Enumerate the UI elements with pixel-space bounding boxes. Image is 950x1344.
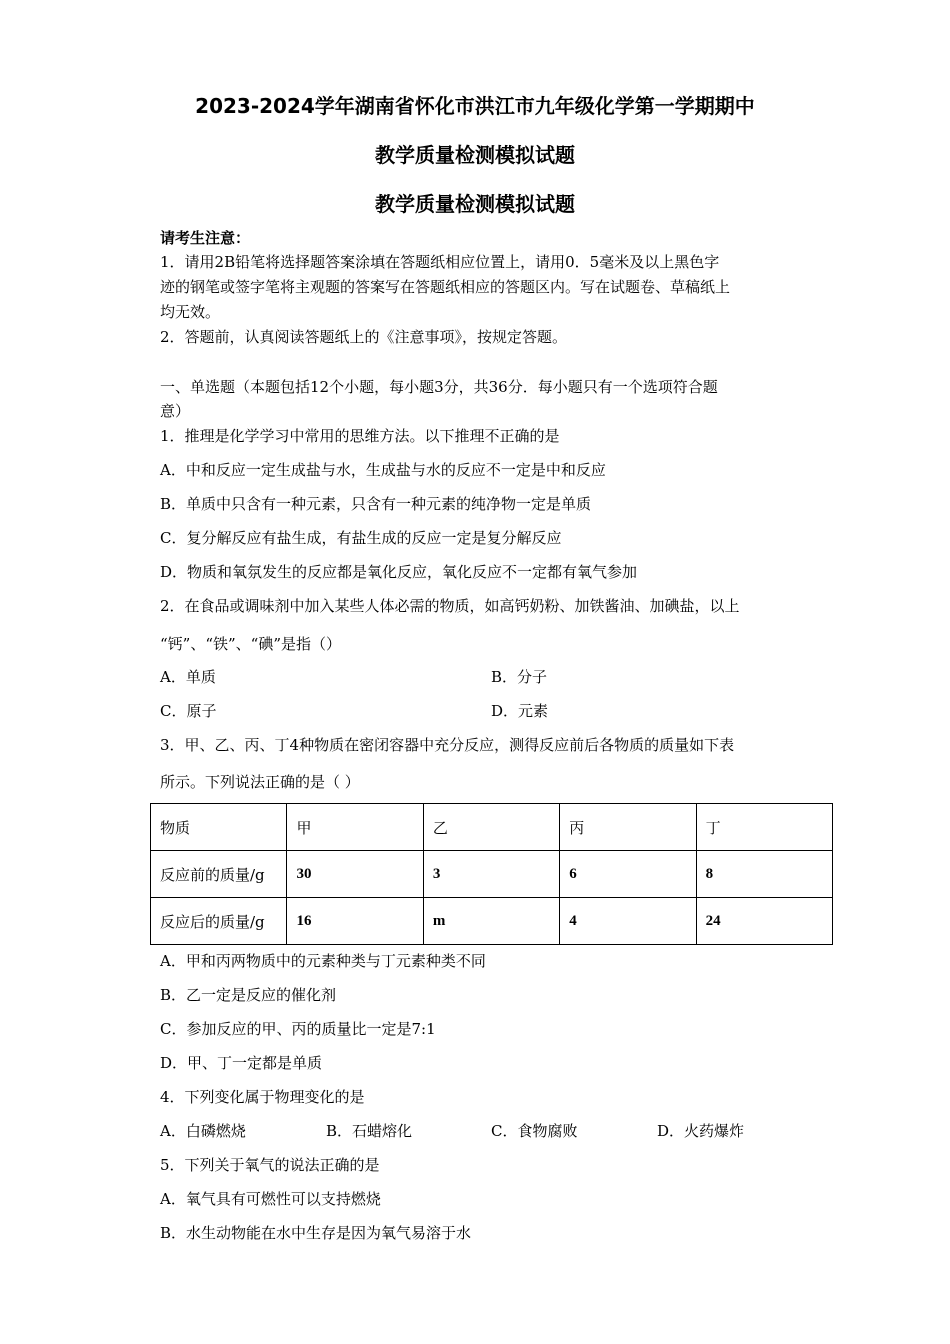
q1-option-d: D．物质和氧氛发生的反应都是氧化反应，氧化反应不一定都有氧气参加 (160, 563, 638, 581)
q3-stem-line2: 所示。下列说法正确的是（ ） (160, 773, 360, 791)
table-cell: 8 (696, 851, 832, 898)
q1-option-b: B．单质中只含有一种元素，只含有一种元素的纯净物一定是单质 (160, 495, 592, 513)
table-cell: 24 (696, 898, 832, 945)
table-cell: 6 (560, 851, 696, 898)
table-cell: m (423, 898, 559, 945)
notice-item1-line3: 均无效。 (160, 303, 221, 321)
q4-option-d: D．火药爆炸 (657, 1122, 745, 1140)
table-row-label: 反应前的质量/g (151, 851, 287, 898)
q2-stem-line1: 2．在食品或调味剂中加入某些人体必需的物质，如高钙奶粉、加铁酱油、加碘盐，以上 (160, 597, 740, 615)
notice-item1-line2: 迹的钢笔或签字笔将主观题的答案写在答题纸相应的答题区内。写在试题卷、草稿纸上 (160, 278, 731, 296)
table-header-cell: 物质 (151, 804, 287, 851)
table-cell: 30 (287, 851, 423, 898)
q3-option-c: C．参加反应的甲、丙的质量比一定是7:1 (160, 1020, 436, 1038)
q3-option-d: D．甲、丁一定都是单质 (160, 1054, 323, 1072)
table-header-cell: 丙 (560, 804, 696, 851)
q5-stem: 5．下列关于氧气的说法正确的是 (160, 1156, 380, 1174)
section-heading-line2: 意） (160, 402, 191, 420)
q3-option-b: B．乙一定是反应的催化剂 (160, 986, 337, 1004)
q3-option-a: A．甲和丙两物质中的元素种类与丁元素种类不同 (160, 952, 486, 970)
table-row (151, 898, 833, 945)
notice-item2: 2．答题前，认真阅读答题纸上的《注意事项》，按规定答题。 (160, 328, 568, 346)
exam-title-line2: 教学质量检测模拟试题 (375, 143, 575, 167)
table-header-cell: 乙 (423, 804, 559, 851)
table-cell: 16 (287, 898, 423, 945)
q1-option-c: C．复分解反应有盐生成，有盐生成的反应一定是复分解反应 (160, 529, 562, 547)
q3-stem-line1: 3．甲、乙、丙、丁4种物质在密闭容器中充分反应，测得反应前后各物质的质量如下表 (160, 736, 735, 754)
q4-stem: 4．下列变化属于物理变化的是 (160, 1088, 365, 1106)
q2-option-a: A．单质 (160, 668, 216, 686)
q4-option-c: C．食物腐败 (491, 1122, 578, 1140)
table-row-label: 反应后的质量/g (151, 898, 287, 945)
exam-title-line1: 2023-2024学年湖南省怀化市洪江市九年级化学第一学期期中 (195, 94, 755, 118)
q4-option-b: B．石蜡熔化 (326, 1122, 413, 1140)
section-heading-line1: 一、单选题（本题包括12个小题，每小题3分，共36分．每小题只有一个选项符合题 (160, 378, 718, 396)
q2-option-c: C．原子 (160, 702, 217, 720)
q5-option-b: B．水生动物能在水中生存是因为氧气易溶于水 (160, 1224, 472, 1242)
q1-stem: 1．推理是化学学习中常用的思维方法。以下推理不正确的是 (160, 427, 560, 445)
table-cell: 4 (560, 898, 696, 945)
q4-option-a: A．白磷燃烧 (160, 1122, 246, 1140)
q3-mass-table (150, 803, 833, 945)
q2-stem-line2: “钙”、“铁”、“碘”是指（） (160, 635, 342, 653)
q2-option-b: B．分子 (491, 668, 548, 686)
exam-title-line3: 教学质量检测模拟试题 (375, 192, 575, 216)
table-header-cell: 甲 (287, 804, 423, 851)
q1-option-a: A．中和反应一定生成盐与水，生成盐与水的反应不一定是中和反应 (160, 461, 606, 479)
table-row (151, 851, 833, 898)
table-header-row (151, 804, 833, 851)
q5-option-a: A．氧气具有可燃性可以支持燃烧 (160, 1190, 381, 1208)
table-header-cell: 丁 (696, 804, 832, 851)
notice-heading: 请考生注意： (160, 229, 251, 247)
table-cell: 3 (423, 851, 559, 898)
q2-option-d: D．元素 (491, 702, 549, 720)
notice-item1-line1: 1．请用2B铅笔将选择题答案涂填在答题纸相应位置上，请用0．5毫米及以上黑色字 (160, 253, 720, 271)
